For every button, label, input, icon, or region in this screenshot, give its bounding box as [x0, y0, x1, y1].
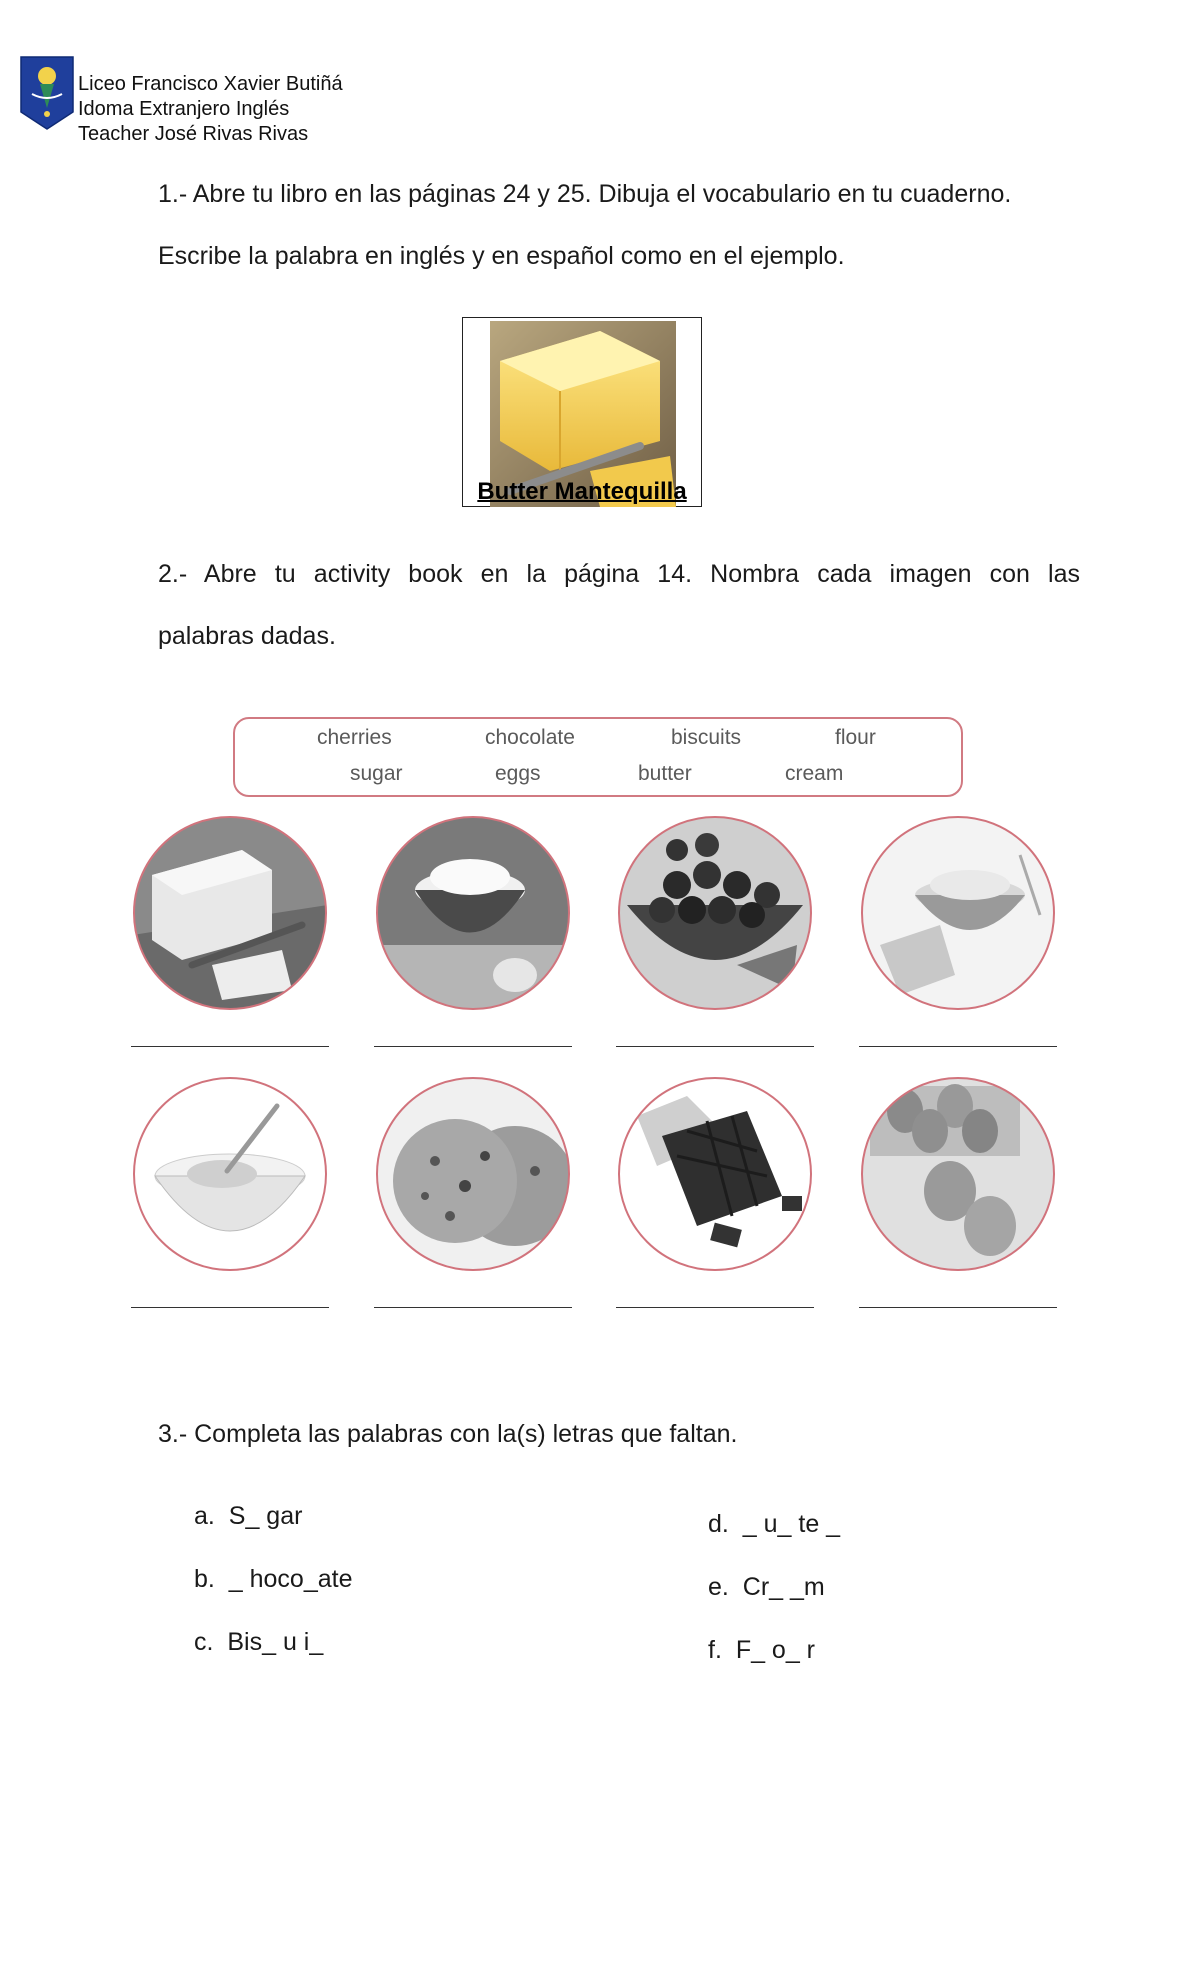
item-word: _ u_ te _: [742, 1510, 841, 1538]
word-bank-word: biscuits: [671, 726, 742, 749]
q1-instruction-line-2: Escribe la palabra en inglés y en español como en el ejemplo.: [158, 242, 845, 270]
answer-line[interactable]: [131, 1046, 329, 1047]
teacher-name: Teacher José Rivas Rivas: [78, 123, 309, 145]
q3-item-f: [708, 1636, 815, 1665]
flour-picture: [860, 815, 1056, 1011]
word-bank-word: sugar: [350, 762, 403, 785]
item-word: F_ o_ r: [735, 1636, 816, 1664]
item-letter: e.: [708, 1573, 729, 1601]
q3-item-e: [708, 1573, 825, 1602]
biscuits-picture: [375, 1076, 571, 1272]
item-word: _ hoco_ate: [228, 1565, 353, 1593]
cream-picture: [132, 1076, 328, 1272]
answer-line[interactable]: [616, 1046, 814, 1047]
answer-line[interactable]: [131, 1307, 329, 1308]
school-crest-logo: [20, 56, 74, 130]
butter-picture: [132, 815, 328, 1011]
word-bank-word: cream: [785, 762, 844, 785]
item-letter: a.: [194, 1502, 215, 1530]
item-letter: b.: [194, 1565, 215, 1593]
word-bank: [233, 717, 963, 797]
answer-line[interactable]: [859, 1307, 1057, 1308]
q2-instruction-line-1: 2.- Abre tu activity book en la página 14. Nombra cada imagen con las: [158, 560, 1080, 588]
cherries-picture: [617, 815, 813, 1011]
q3-item-a: [194, 1502, 302, 1531]
word-bank-word: eggs: [495, 762, 541, 785]
header-block: [78, 72, 343, 147]
answer-line[interactable]: [374, 1046, 572, 1047]
q3-item-d: [708, 1510, 840, 1539]
chocolate-picture: [617, 1076, 813, 1272]
item-word: Cr_ _m: [742, 1573, 825, 1601]
q3-instruction: 3.- Completa las palabras con la(s) letras que faltan.: [158, 1420, 738, 1448]
word-bank-word: cherries: [317, 726, 392, 749]
q3-item-b: [194, 1565, 352, 1594]
example-box: [462, 317, 702, 507]
answer-line[interactable]: [616, 1307, 814, 1308]
item-word: S_ gar: [228, 1502, 303, 1530]
q3-item-c: [194, 1628, 323, 1657]
answer-line[interactable]: [374, 1307, 572, 1308]
item-letter: c.: [194, 1628, 214, 1656]
sugar-picture: [375, 815, 571, 1011]
eggs-picture: [860, 1076, 1056, 1272]
word-bank-word: chocolate: [485, 726, 575, 749]
item-letter: f.: [708, 1636, 722, 1664]
school-name: Liceo Francisco Xavier Butiñá: [78, 73, 343, 95]
word-bank-word: flour: [835, 726, 876, 749]
item-letter: d.: [708, 1510, 729, 1538]
subject-name: Idoma Extranjero Inglés: [78, 98, 290, 120]
example-label: Butter Mantequilla: [477, 478, 687, 505]
answer-line[interactable]: [859, 1046, 1057, 1047]
q1-instruction-line-1: 1.- Abre tu libro en las páginas 24 y 25. Dibuja el vocabulario en tu cuaderno.: [158, 180, 1012, 208]
item-word: Bis_ u i_: [227, 1628, 324, 1656]
q2-instruction-line-2: palabras dadas.: [158, 622, 336, 650]
word-bank-word: butter: [638, 762, 692, 785]
